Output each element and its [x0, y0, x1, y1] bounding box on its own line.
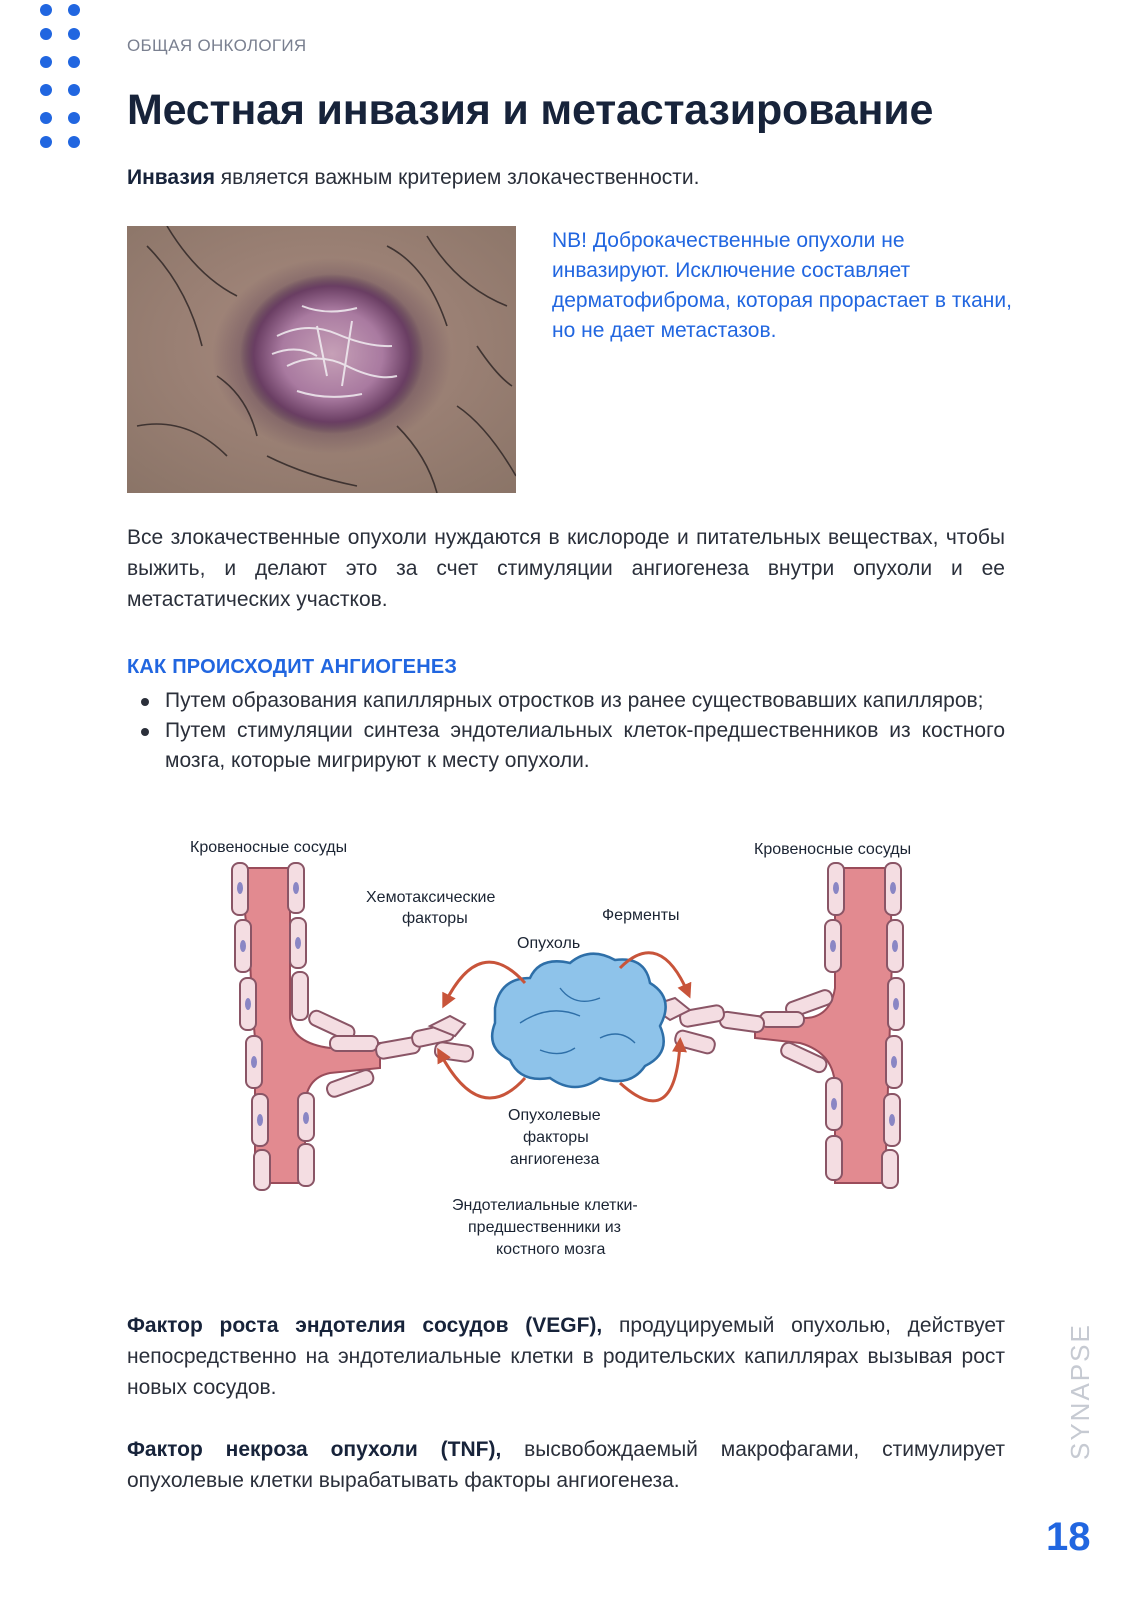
intro-rest: является важным критерием злокачественности. — [214, 166, 700, 189]
list-item-text: Путем стимуляции синтеза эндотелиальных клеток-предшественников из костного мозга, которые мигрируют к месту опухоли. — [165, 719, 1005, 772]
left-blood-vessel — [232, 863, 380, 1190]
list-item — [127, 716, 1005, 776]
label-progenitors-1: Эндотелиальные клетки- — [452, 1197, 638, 1214]
right-blood-vessel — [755, 863, 904, 1188]
tumor-mass — [492, 954, 665, 1087]
angiogenesis-list — [127, 686, 1005, 776]
label-vessels-right: Кровеносные сосуды — [754, 841, 912, 858]
angiogenesis-diagram — [180, 838, 960, 1278]
label-tumor-factors-2: факторы — [523, 1129, 589, 1146]
paragraph-oxygen: Все злокачественные опухоли нуждаются в кислороде и питательных веществах, чтобы выжить, и делают это за счет стимуляции ангиогенеза внутри опухоли и ее метастатических участков. — [127, 526, 1005, 611]
label-vessels-left: Кровеносные сосуды — [190, 839, 348, 856]
page-title: Местная инвазия и метастазирование — [127, 86, 934, 134]
tnf-rest: высвобождаемый макрофагами, стимулирует опухолевые клетки вырабатывать факторы ангиогенеза. — [127, 1438, 1005, 1492]
brand-watermark: SYNAPSE — [1065, 1323, 1095, 1460]
list-item — [127, 686, 1005, 716]
list-item-text: Путем образования капиллярных отростков из ранее существовавших капилляров; — [165, 689, 984, 712]
nb-note: NB! Доброкачественные опухоли не инвазируют. Исключение составляет дерматофиброма, которая прорастает в ткани, но не дает метастазов. — [552, 229, 1012, 342]
intro-term: Инвазия — [127, 166, 215, 189]
label-enzymes: Ферменты — [602, 907, 680, 924]
tnf-term: Фактор некроза опухоли (TNF), — [127, 1438, 502, 1461]
label-tumor-factors-1: Опухолевые — [508, 1107, 601, 1124]
vegf-rest: продуцируемый опухолью, действует непосредственно на эндотелиальные клетки в родительских капиллярах вызывая рост новых сосудов. — [127, 1314, 1005, 1399]
paragraph-vegf — [127, 1310, 1005, 1403]
label-tumor: Опухоль — [517, 935, 581, 952]
bullet-icon — [141, 728, 149, 736]
vegf-term: Фактор роста эндотелия сосудов (VEGF), — [127, 1314, 603, 1337]
angiogenesis-heading: КАК ПРОИСХОДИТ АНГИОГЕНЕЗ — [127, 656, 458, 678]
intro-text — [127, 166, 699, 190]
paragraph-tnf — [127, 1434, 1005, 1496]
left-capillary-sprout — [375, 1016, 474, 1063]
dot-grid-icon — [40, 0, 84, 160]
label-tumor-factors-3: ангиогенеза — [510, 1151, 600, 1168]
label-chemotactic-1: Хемотаксические — [366, 889, 496, 906]
section-label: ОБЩАЯ ОНКОЛОГИЯ — [127, 36, 307, 55]
page-number: 18 — [1046, 1515, 1091, 1559]
right-capillary-sprout — [650, 998, 765, 1055]
bullet-icon — [141, 698, 149, 706]
label-progenitors-3: костного мозга — [496, 1241, 606, 1258]
label-chemotactic-2: факторы — [402, 910, 468, 927]
label-progenitors-2: предшественники из — [468, 1219, 621, 1236]
dermatofibroma-photo — [127, 226, 516, 493]
